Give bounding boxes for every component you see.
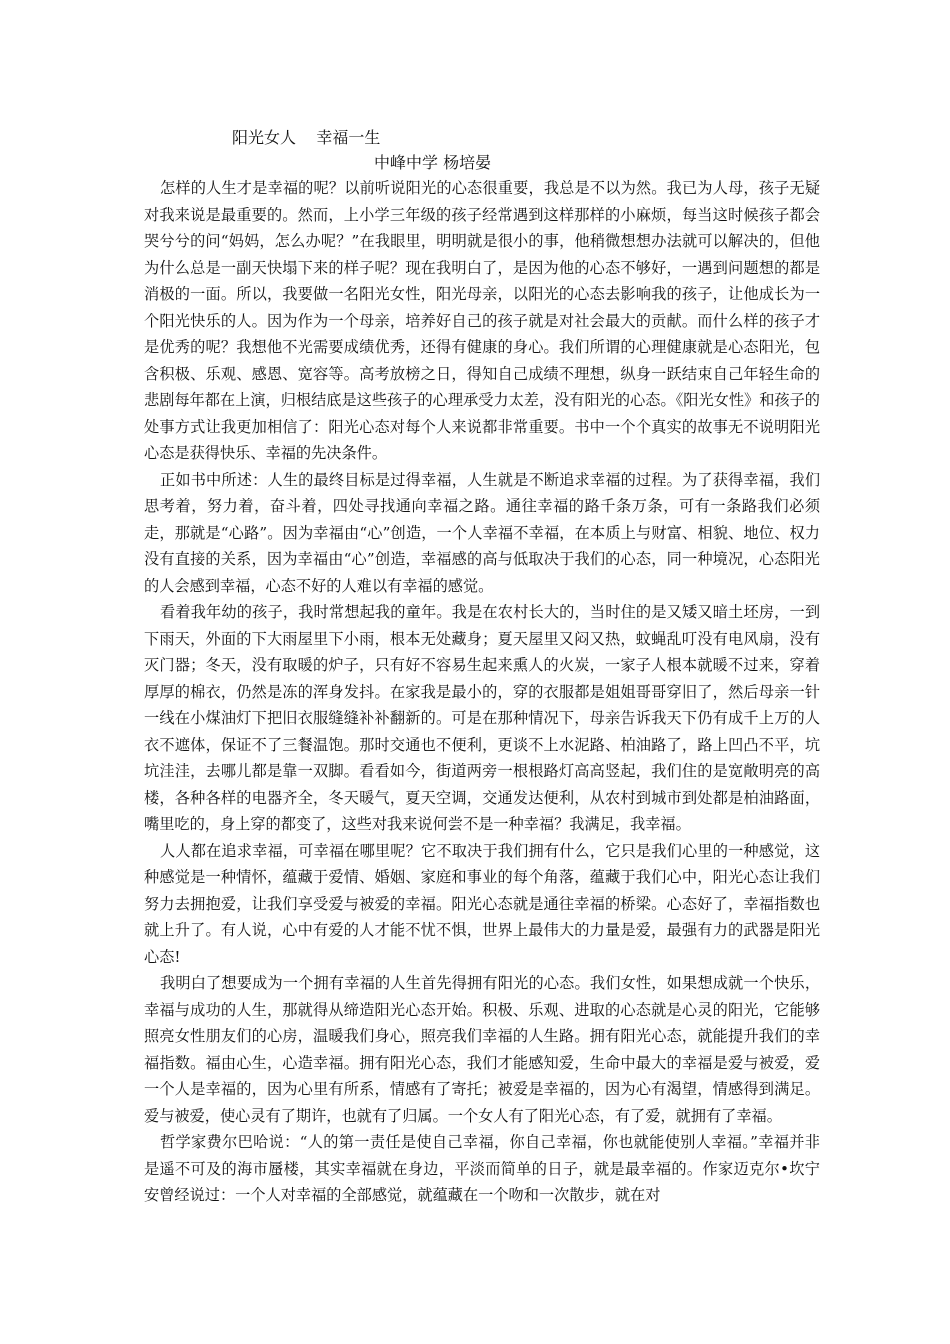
paragraph: 哲学家费尔巴哈说：“人的第一责任是使自己幸福，你自己幸福，你也就能使别人幸福。”幸福并非是遥不可及的海市蜃楼，其实幸福就在身边，平淡而简单的日子，就是最幸福的。作家迈克尔•坎宁安曾经说过：一个人对幸福的全部感觉，就蕴藏在一个吻和一次散步，就在对 (144, 1133, 820, 1204)
paragraph: 看着我年幼的孩子，我时常想起我的童年。我是在农村长大的，当时住的是又矮又暗土坯房，一到下雨天，外面的下大雨屋里下小雨，根本无处藏身；夏天屋里又闷又热，蚊蝇乱叮没有电风扇，没有灭门器；冬天，没有取暖的炉子，只有好不容易生起来熏人的火炭，一家子人根本就暖不过来，穿着厚厚的棉衣，仍然是冻的浑身发抖。在家我是最小的，穿的衣服都是姐姐哥哥穿旧了，然后母亲一针一线在小煤油灯下把旧衣服缝缝补补翻新的。可是在那种情况下，母亲告诉我天下仍有成千上万的人衣不遮体，保证不了三餐温饱。那时交通也不便利，更谈不上水泥路、柏油路了，路上凹凸不平，坑坑洼洼，去哪儿都是靠一双脚。看看如今，街道两旁一根根路灯高高竖起，我们住的是宽敞明亮的高楼，各种各样的电器齐全，冬天暖气，夏天空调，交通发达便利，从农村到城市到处都是柏油路面，嘴里吃的，身上穿的都变了，这些对我来说何尝不是一种幸福？我满足，我幸福。 (144, 603, 820, 833)
author-line: 中峰中学 杨培晏 (374, 153, 492, 172)
paragraph: 怎样的人生才是幸福的呢？以前听说阳光的心态很重要，我总是不以为然。我已为人母，孩子无疑对我来说是最重要的。然而，上小学三年级的孩子经常遇到这样那样的小麻烦，每当这时候孩子都会哭兮兮的问“妈妈，怎么办呢？”在我眼里，明明就是很小的事，他稍微想想办法就可以解决的，但他为什么总是一副天快塌下来的样子呢？现在我明白了，是因为他的心态不够好，一遇到问题想的都是消极的一面。所以，我要做一名阳光女性，阳光母亲，以阳光的心态去影响我的孩子，让他成长为一个阳光快乐的人。因为作为一个母亲，培养好自己的孩子就是对社会最大的贡献。而什么样的孩子才是优秀的呢？我想他不光需要成绩优秀，还得有健康的身心。我们所谓的心理健康就是心态阳光，包含积极、乐观、感恩、宽容等。高考放榜之日，得知自己成绩不理想，纵身一跃结束自己年轻生命的悲剧每年都在上演，归根结底是这些孩子的心理承受力太差，没有阳光的心态。《阳光女性》和孩子的处事方式让我更加相信了：阳光心态对每个人来说都非常重要。书中一个个真实的故事无不说明阳光心态是获得快乐、幸福的先决条件。 (144, 179, 820, 462)
document-title: 阳光女人 幸福一生 (232, 128, 381, 147)
paragraph: 人人都在追求幸福，可幸福在哪里呢？它不取决于我们拥有什么，它只是我们心里的一种感觉，这种感觉是一种情怀，蕴藏于爱情、婚姻、家庭和事业的每个角落，蕴藏于我们心中，阳光心态让我们努力去拥抱爱，让我们享受爱与被爱的幸福。阳光心态就是通往幸福的桥梁。心态好了，幸福指数也就上升了。有人说，心中有爱的人才能不忧不惧，世界上最伟大的力量是爱，最强有力的武器是阳光心态! (144, 841, 820, 966)
document-body (144, 175, 820, 1209)
paragraph: 我明白了想要成为一个拥有幸福的人生首先得拥有阳光的心态。我们女性，如果想成就一个快乐，幸福与成功的人生，那就得从缔造阳光心态开始。积极、乐观、进取的心态就是心灵的阳光，它能够照亮女性朋友们的心房，温暖我们身心，照亮我们幸福的人生路。拥有阳光心态，就能提升我们的幸福指数。福由心生，心造幸福。拥有阳光心态，我们才能感知爱，生命中最大的幸福是爱与被爱，爱一个人是幸福的，因为心里有所系，情感有了寄托；被爱是幸福的，因为心有渴望，情感得到满足。爱与被爱，使心灵有了期许，也就有了归属。一个女人有了阳光心态，有了爱，就拥有了幸福。 (144, 974, 820, 1125)
paragraph: 正如书中所述：人生的最终目标是过得幸福，人生就是不断追求幸福的过程。为了获得幸福，我们思考着，努力着，奋斗着，四处寻找通向幸福之路。通往幸福的路千条万条，可有一条路我们必须走，那就是“心路”。因为幸福由“心”创造，一个人幸福不幸福，在本质上与财富、相貌、地位、权力没有直接的关系，因为幸福由“心”创造，幸福感的高与低取决于我们的心态，同一种境况，心态阳光的人会感到幸福，心态不好的人难以有幸福的感觉。 (144, 470, 820, 595)
